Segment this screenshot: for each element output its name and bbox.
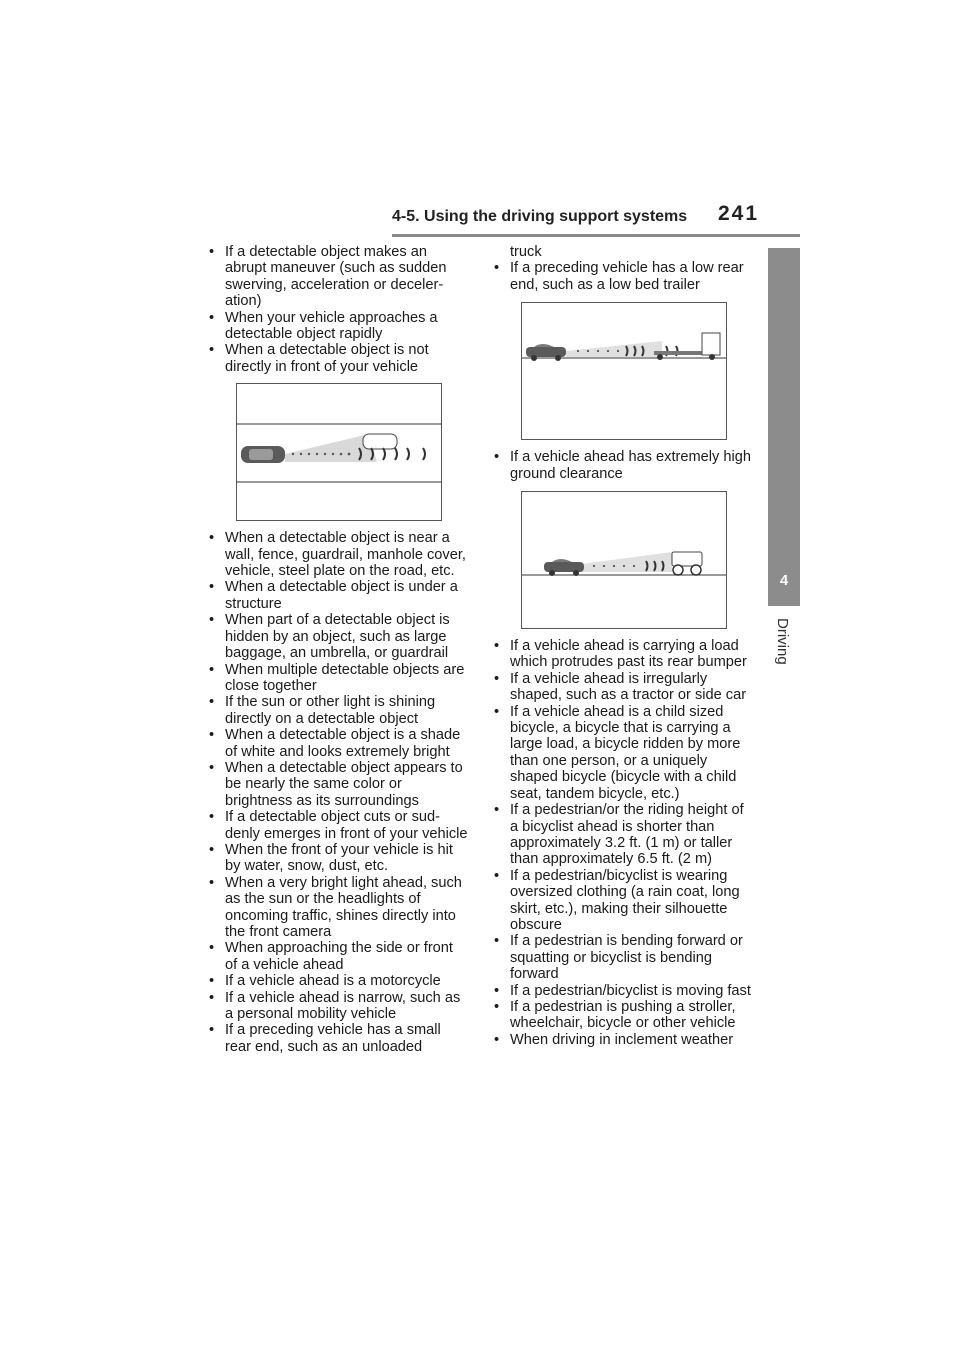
continued-text: truck [510, 244, 542, 260]
offset-vehicle-drawing [237, 384, 441, 520]
list-item: • When a detectable object is a shade of white and looks extremely bright [206, 727, 468, 760]
illustration-high-clearance [521, 491, 727, 629]
list-item: • If a detectable object cuts or suddenly emerges in front of your vehicle [206, 809, 468, 842]
section-title: 4-5. Using the driving support systems [392, 208, 688, 225]
list-item: • If a pedestrian/bicyclist is moving fast [491, 983, 753, 999]
list-item: • When the front of your vehicle is hit by water, snow, dust, etc. [206, 842, 468, 875]
list-item: • When part of a detectable object is hidden by an object, such as large baggage, an umbrella, or guardrail [206, 612, 468, 661]
list-item: • If a pedestrian is pushing a stroller, wheelchair, bicycle or other vehicle [491, 999, 753, 1032]
list-item: • If a vehicle ahead is carrying a load which protrudes past its rear bumper [491, 638, 753, 671]
list-item: • If a vehicle ahead is a child sized bicycle, a bicycle that is carrying a large load, a bicycle ridden by more than one person, or a uniquely shaped bicycle (bicycle with a child seat, tandem bicycle, etc.) [491, 704, 753, 802]
illustration-offset-vehicle [236, 383, 442, 521]
left-column [206, 244, 468, 1055]
list-item: • If a vehicle ahead is narrow, such as a personal mobility vehicle [206, 990, 468, 1023]
high-clearance-drawing [522, 492, 726, 628]
sensor-beam [566, 341, 662, 357]
list-item: • When multiple detectable objects are close together [206, 662, 468, 695]
own-vehicle-icon [544, 562, 584, 572]
truck-cab-icon [702, 333, 720, 355]
page-number: 241 [718, 202, 760, 225]
list-item: • When a detectable object is under a structure [206, 579, 468, 612]
list-item: • If a pedestrian/or the riding height of a bicyclist ahead is shorter than approximately 3.2 ft. (1 m) or taller than approximately 6.5 ft. (2 m) [491, 802, 753, 868]
high-clearance-vehicle-icon [672, 552, 702, 566]
list-item: • When a very bright light ahead, such as the sun or the headlights of oncoming traffic, shines directly into the front camera [206, 875, 468, 941]
target-vehicle-icon [363, 434, 397, 449]
list-item: • If a preceding vehicle has a low rear end, such as a low bed trailer [491, 260, 753, 293]
trailer-icon [654, 351, 706, 355]
list-item: • When a detectable object is not directly in front of your vehicle [206, 342, 468, 375]
bullet-list-b [491, 449, 753, 482]
list-item: • When your vehicle approaches a detectable object rapidly [206, 310, 468, 343]
list-item: • If a detectable object makes an abrupt maneuver (such as sudden swerving, acceleration or deceleration) [206, 244, 468, 310]
bullet-list-top [206, 244, 468, 375]
chapter-tab [768, 248, 800, 606]
sensor-beam [582, 552, 672, 572]
bullet-list-bottom [206, 530, 468, 1055]
list-item: • If a vehicle ahead is a motorcycle [206, 973, 468, 989]
right-column [491, 244, 753, 1048]
list-item: • When a detectable object appears to be nearly the same color or brightness as its surroundings [206, 760, 468, 809]
list-item: • If a vehicle ahead has extremely high ground clearance [491, 449, 753, 482]
bullet-list-a [491, 260, 753, 293]
chapter-number: 4 [779, 572, 789, 589]
list-item: • If the sun or other light is shining directly on a detectable object [206, 694, 468, 727]
list-item: • When a detectable object is near a wall, fence, guardrail, manhole cover, vehicle, steel plate on the road, etc. [206, 530, 468, 579]
own-vehicle-icon [526, 347, 566, 357]
illustration-low-bed-trailer [521, 302, 727, 440]
list-item: • If a preceding vehicle has a small rear end, such as an unloaded [206, 1022, 468, 1055]
list-item: • If a pedestrian is bending forward or squatting or bicyclist is bending forward [491, 933, 753, 982]
list-item: • When approaching the side or front of a vehicle ahead [206, 940, 468, 973]
list-item: • If a pedestrian/bicyclist is wearing oversized clothing (a rain coat, long skirt, etc.), making their silhouette obscure [491, 868, 753, 934]
list-item: • If a vehicle ahead is irregularly shaped, such as a tractor or side car [491, 671, 753, 704]
low-bed-trailer-drawing [522, 303, 726, 439]
list-item: • When driving in inclement weather [491, 1032, 753, 1048]
header-rule [392, 234, 800, 237]
bullet-list-c [491, 638, 753, 1048]
chapter-label: Driving [774, 618, 791, 665]
